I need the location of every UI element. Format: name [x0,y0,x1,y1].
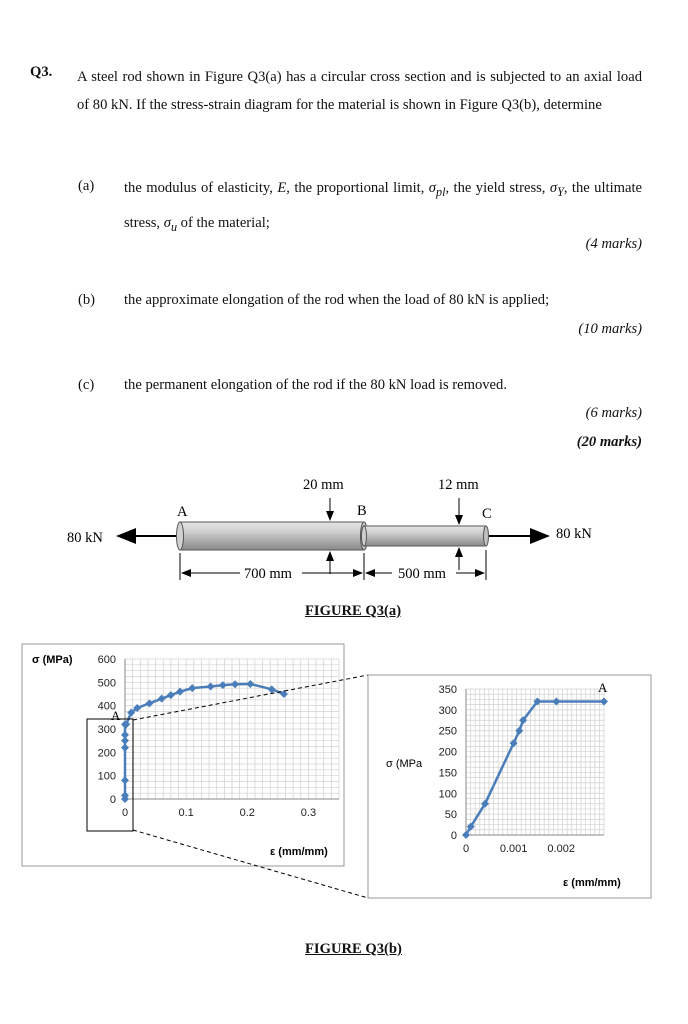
question-number: Q3. [30,64,53,80]
chart-1-y-tick: 50 [444,809,457,822]
length-ab-label: 700 mm [244,566,292,582]
rod-segment-ab [180,522,364,550]
part-c-marks: (6 marks) [585,405,642,421]
part-c-text: the permanent elongation of the rod if the 80 kN load is removed. [124,377,507,393]
part-a-text: the modulus of elasticity, E, the proportional limit, $\sigma_{pl}$, the yield stress, $\sigma_Y$, the ultimate stress, $\sigma_u$ of the material; [124,180,642,234]
chart-1-y-tick: 350 [438,684,457,696]
chart-1-x-tick: 0.002 [547,843,575,855]
point-b-label: B [357,503,367,519]
load-left-label: 80 kN [67,530,103,546]
rod-segment-bc [364,526,486,546]
chart-0-y-tick: 500 [97,677,116,690]
diameter-bc-label: 12 mm [438,477,479,493]
inset-xlabel: ε (mm/mm) [563,877,621,889]
chart-0-y-tick: 200 [97,747,116,760]
question-intro: A steel rod shown in Figure Q3(a) has a circular cross section and is subjected to an axial load of 80 kN. If the stress-strain diagram for the material is shown in Figure Q3(b), determine [77,69,642,113]
inset-point-a: A [598,680,608,695]
chart-1-x-tick: 0.001 [499,843,528,855]
chart-0-x-tick: 0 [121,807,129,819]
diameter-ab-label: 20 mm [303,477,344,493]
rod-diagram [0,470,688,610]
chart-1-y-tick: 0 [450,830,457,842]
load-right-label: 80 kN [556,526,592,542]
chart-0-y-tick: 0 [109,794,116,806]
chart-1-y-tick: 100 [438,788,457,801]
part-b-marks: (10 marks) [578,321,642,337]
part-a-marks: (4 marks) [585,236,642,252]
figure-a-caption: FIGURE Q3(a) [305,603,402,619]
stress-strain-figure [0,640,688,905]
chart-1-x-tick: 0 [462,843,470,855]
chart-1-y-tick: 200 [438,746,457,759]
part-b-text: the approximate elongation of the rod when the load of 80 kN is applied; [124,292,550,308]
length-bc-label: 500 mm [398,566,446,582]
part-b-label: (b) [78,292,96,308]
chart-0-x-tick: 0.2 [239,807,255,819]
figure-b-caption: FIGURE Q3(b) [305,941,402,957]
point-a-label: A [177,504,188,520]
chart-0-x-tick: 0.3 [300,807,317,819]
inset-ylabel: σ (MPa [386,758,423,770]
main-xlabel: ε (mm/mm) [270,846,328,858]
chart-0-y-tick: 300 [97,724,116,736]
chart-0-x-tick: 0.1 [178,807,194,819]
chart-0-y-tick: 100 [97,770,116,783]
chart-0-y-tick: 400 [97,700,116,713]
total-marks: (20 marks) [576,434,642,450]
main-point-a: A [111,708,121,723]
chart-0-y-tick: 600 [97,654,116,666]
chart-1-y-tick: 250 [438,725,457,738]
part-a-label: (a) [78,178,95,194]
main-chart-frame [22,644,344,866]
chart-1-y-tick: 150 [438,767,457,780]
main-ylabel: σ (MPa) [32,654,73,666]
inset-chart-frame [368,675,651,898]
point-c-label: C [482,506,492,522]
chart-1-y-tick: 300 [438,704,457,717]
part-c-label: (c) [78,377,95,393]
